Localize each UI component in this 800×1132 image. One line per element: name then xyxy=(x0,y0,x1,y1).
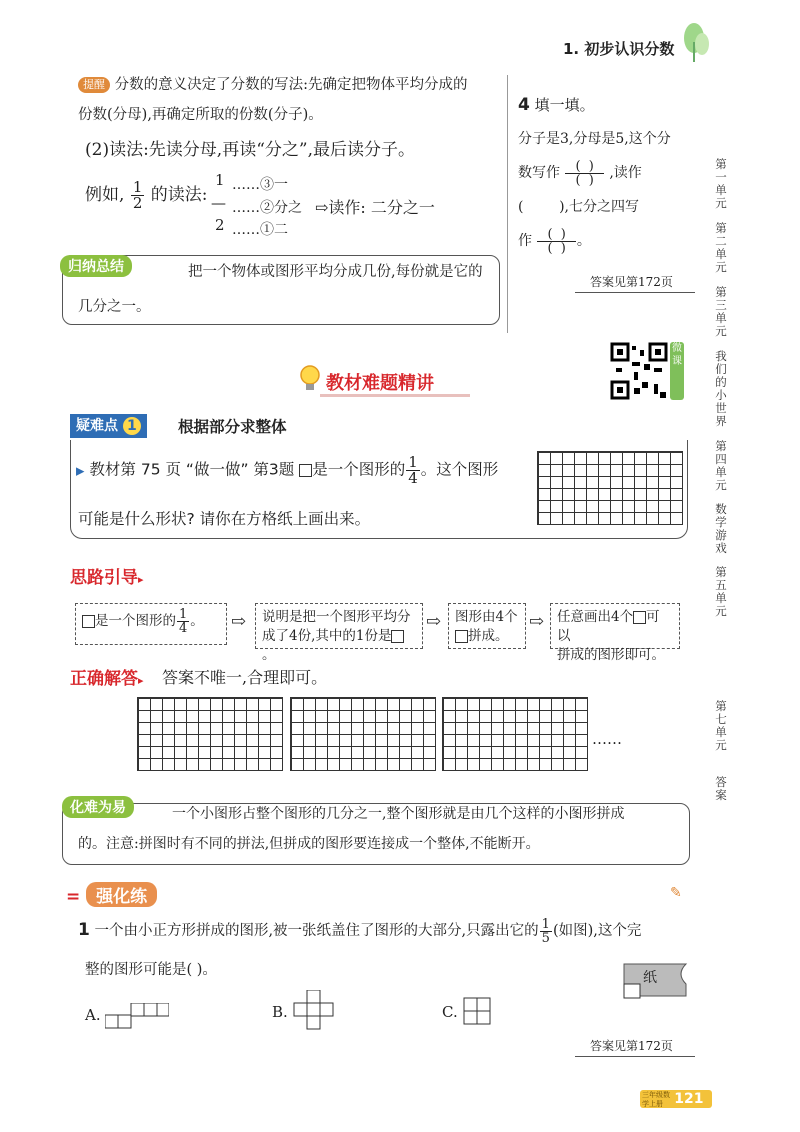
box2-line-2-text: 成了4份,其中的1份是 xyxy=(262,628,392,644)
note-line-1 xyxy=(78,70,503,100)
exercise-4-number: 4 xyxy=(518,95,530,115)
side-tab-6[interactable]: 数学游戏 xyxy=(715,502,727,555)
lightbulb-icon xyxy=(298,364,322,398)
box2-period: 。 xyxy=(262,647,276,663)
answer-grid-3 xyxy=(442,697,588,771)
side-tab-8[interactable]: 第七单元 xyxy=(715,699,727,752)
simplify-line-1: 一个小图形占整个图形的几分之一,整个图形就是由几个这样的小图形拼成 xyxy=(172,806,625,822)
question-denominator: 4 xyxy=(408,469,418,487)
paren: ) xyxy=(560,226,566,242)
option-c-label: C. xyxy=(442,1003,458,1021)
difficulty-tag-label: 疑难点 xyxy=(76,418,118,434)
paren: ( xyxy=(518,199,524,215)
answer-fraction-blank-2[interactable] xyxy=(537,228,575,255)
exercise-4-line-1: 分子是3,分母是5,这个分 xyxy=(518,131,671,147)
exercise-4-answer-ref: 答案见第172页 xyxy=(590,275,673,289)
option-b-label: B. xyxy=(272,1003,288,1021)
practice-denominator: 5 xyxy=(541,930,550,946)
exercise-4-line-2 xyxy=(518,156,698,190)
paren: ) xyxy=(588,158,594,174)
side-tab-4[interactable]: 我们的小世界 xyxy=(715,349,727,428)
option-c[interactable] xyxy=(442,997,493,1027)
question-text: 是一个图形的 xyxy=(312,460,406,479)
question-grid-paper[interactable] xyxy=(537,451,683,525)
example-line xyxy=(85,180,208,211)
box2-line-2 xyxy=(262,627,416,665)
answer-more: …… xyxy=(592,730,622,748)
summary-tag xyxy=(60,255,132,277)
example-prefix: 例如, xyxy=(85,185,125,205)
reading-rule: (2)读法:先读分母,再读“分之”,最后读分子。 xyxy=(85,140,415,160)
box4-line-1: 任意画出4个 xyxy=(557,609,634,625)
side-tab-3[interactable]: 第三单元 xyxy=(715,285,727,338)
footer-badge xyxy=(640,1090,712,1108)
example-denominator: 2 xyxy=(132,194,143,212)
box2-line-1: 说明是把一个图形平均分 xyxy=(262,609,411,625)
practice-tag-label: 强化练 xyxy=(86,882,157,907)
box3-line-2: 拼成。 xyxy=(468,628,509,644)
exercise-4 xyxy=(518,88,698,258)
box1-text: 是一个图形的 xyxy=(95,613,176,629)
exercise-4-read: ,读作 xyxy=(609,165,642,181)
thinking-box-2 xyxy=(255,603,423,663)
simplify-tag-label: 化难为易 xyxy=(62,796,134,818)
practice-tag: = 强化练 xyxy=(66,882,157,907)
practice-numerator: 1 xyxy=(541,916,550,932)
paren: ( xyxy=(547,240,553,256)
read-den: 2 xyxy=(215,216,225,234)
small-square-icon xyxy=(633,611,646,624)
answer-grid-2 xyxy=(290,697,436,771)
read-step-3: ……③一 xyxy=(232,177,288,193)
difficulty-tag xyxy=(70,414,147,438)
question-line-1 xyxy=(76,455,498,486)
answer-grid-1 xyxy=(137,697,283,771)
small-square-icon xyxy=(391,630,404,643)
question-numerator: 1 xyxy=(408,453,418,471)
side-tab-1[interactable]: 第一单元 xyxy=(715,157,727,210)
arrow-icon: ⇨ xyxy=(426,611,442,632)
practice-text-1: 一个由小正方形拼成的图形,被一张纸盖住了图形的大部分,只露出它的 xyxy=(94,923,539,939)
box3-line-1: 图形由4个 xyxy=(455,609,518,625)
paper-label: 纸 xyxy=(643,970,657,986)
read-step-1: ……①二 xyxy=(232,222,288,238)
banner-underline xyxy=(320,394,470,397)
example-suffix: 的读法: xyxy=(150,185,208,205)
read-bar: — xyxy=(211,194,226,212)
paren: ) xyxy=(559,199,565,215)
footer-book-label: 三年级数学上册 xyxy=(642,1091,670,1108)
qr-label-text: 微课 xyxy=(672,343,682,367)
exercise-4-line-3 xyxy=(518,190,698,224)
answer-text: 答案不唯一,合理即可。 xyxy=(162,668,328,687)
triangle-bullet-icon: ▶ xyxy=(76,464,85,478)
read-num: 1 xyxy=(215,171,225,189)
example-numerator: 1 xyxy=(132,178,143,196)
answer-label: 正确解答▸ xyxy=(70,669,144,689)
answer-ref-underline xyxy=(575,292,695,293)
arrow-icon: ⇨ xyxy=(529,611,545,632)
simplify-tag xyxy=(62,796,134,818)
read-as: ⇨读作: 二分之一 xyxy=(315,198,435,217)
paren: ) xyxy=(560,240,566,256)
option-b-shape xyxy=(293,990,335,1030)
arrow-icon: ⇨ xyxy=(231,611,247,632)
column-divider xyxy=(507,75,508,333)
practice-answer-ref: 答案见第172页 xyxy=(590,1039,673,1053)
box1-numerator: 1 xyxy=(179,607,188,622)
paren: ( xyxy=(547,226,553,242)
exercise-4-line-4 xyxy=(518,224,698,258)
side-tab-2[interactable]: 第二单元 xyxy=(715,221,727,274)
pencil-icon: ✎ xyxy=(670,885,682,901)
small-square-icon xyxy=(82,615,95,628)
qr-label xyxy=(670,342,684,400)
note-tag: 提醒 xyxy=(78,77,110,93)
thinking-box-4 xyxy=(550,603,680,663)
option-c-shape xyxy=(463,997,493,1027)
option-a[interactable] xyxy=(85,1003,169,1029)
box1-denominator: 4 xyxy=(179,621,188,636)
box1-period: 。 xyxy=(190,613,204,629)
summary-line-2: 几分之一。 xyxy=(78,299,151,315)
answer-fraction-blank[interactable] xyxy=(565,160,603,187)
practice-number: 1 xyxy=(78,920,90,940)
leaf-icon xyxy=(680,22,710,62)
paren: ( xyxy=(575,172,581,188)
summary-tag-label: 归纳总结 xyxy=(60,255,132,277)
paren: ( xyxy=(575,158,581,174)
answer-label-text: 正确解答 xyxy=(70,669,138,689)
option-a-label: A. xyxy=(85,1006,101,1024)
chapter-title: 1. 初步认识分数 xyxy=(563,40,675,58)
qr-code[interactable] xyxy=(610,342,668,400)
question-line-2: 可能是什么形状? 请你在方格纸上画出来。 xyxy=(78,510,371,528)
page-number: 121 xyxy=(674,1091,704,1107)
exercise-4-seven-fourths: ,七分之四写 xyxy=(564,199,639,215)
side-tab-5[interactable]: 第四单元 xyxy=(715,439,727,492)
thinking-label: 思路引导▸ xyxy=(70,568,144,588)
box4-line-2: 拼成的图形即可。 xyxy=(557,647,665,663)
option-a-shape xyxy=(105,1003,169,1029)
note-text-1: 分数的意义决定了分数的写法:先确定把物体平均分成的 xyxy=(114,77,468,93)
read-step-2: ……②分之 xyxy=(232,200,302,216)
small-square-icon xyxy=(455,630,468,643)
note-line-2: 份数(分母),再确定所取的份数(分子)。 xyxy=(78,107,323,123)
paren: ) xyxy=(588,172,594,188)
note-block xyxy=(78,70,503,130)
period: 。 xyxy=(576,233,591,249)
summary-line-1: 把一个物体或图形平均分成几份,每份就是它的 xyxy=(188,264,483,280)
question-source: 教材第 75 页 “做一做” 第3题 xyxy=(89,460,295,479)
difficulty-title: 根据部分求整体 xyxy=(178,418,287,436)
practice-answer-underline xyxy=(575,1056,695,1057)
practice-line-2: 整的图形可能是( )。 xyxy=(85,962,217,978)
question-text-2: 。这个图形 xyxy=(420,460,499,479)
practice-text-2: (如图),这个完 xyxy=(552,923,642,939)
exercise-4-write-2: 作 xyxy=(518,233,532,249)
box4-mid: 可以 xyxy=(557,609,660,644)
section-banner-title: 教材难题精讲 xyxy=(326,373,434,394)
practice-line-1 xyxy=(78,917,641,945)
option-b[interactable] xyxy=(272,990,335,1030)
exercise-4-title: 填一填。 xyxy=(534,96,595,114)
thinking-box-1 xyxy=(75,603,227,645)
difficulty-tag-number: 1 xyxy=(123,417,141,435)
side-tab-7[interactable]: 第五单元 xyxy=(715,565,727,618)
simplify-line-2: 的。注意:拼图时有不同的拼法,但拼成的图形要连接成一个整体,不能断开。 xyxy=(78,836,540,852)
thinking-label-text: 思路引导 xyxy=(70,568,138,588)
read-blank[interactable] xyxy=(518,199,565,215)
small-square-icon xyxy=(299,464,312,477)
side-tab-9[interactable]: 答案 xyxy=(715,775,727,802)
exercise-4-write: 数写作 xyxy=(518,165,560,181)
thinking-box-3 xyxy=(448,603,526,649)
